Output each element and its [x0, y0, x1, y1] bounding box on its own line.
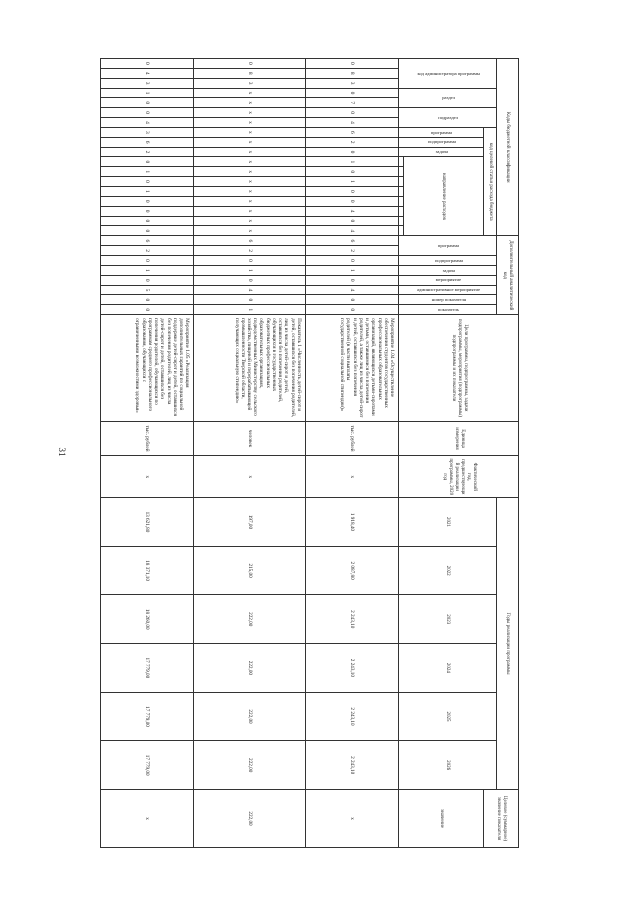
code-digit: 0	[305, 275, 398, 285]
code-digit: 1	[305, 265, 398, 275]
indicator-type-header-text: показатель	[438, 306, 460, 312]
expense-task-header-text: задача	[435, 149, 449, 155]
code-digit: х	[194, 118, 306, 128]
code-digit: 0	[305, 196, 398, 206]
code-digit: 4	[101, 118, 194, 128]
code-digit: 6	[305, 236, 398, 246]
code-digit: 0	[101, 206, 194, 216]
expense-code-header: код целевой статьи расхода бюджета	[483, 127, 496, 235]
rotated-table-container	[100, 58, 519, 848]
program-indicators-table	[100, 58, 519, 848]
row-unit: тыс. рублей	[101, 421, 194, 456]
direction-subcell	[399, 177, 404, 187]
direction-subcell	[399, 186, 404, 196]
code-digit: 0	[101, 226, 194, 236]
header-row-1	[496, 59, 518, 848]
row-year-value: 17 779,00	[101, 741, 194, 790]
admin-code-header-text: код администратора программы	[417, 70, 480, 76]
code-digit: 3	[101, 78, 194, 88]
row-year-value: 1 918,40	[305, 498, 398, 547]
code-digit: 0	[305, 167, 398, 177]
code-digit: 0	[101, 305, 194, 315]
code-digit: х	[194, 98, 306, 108]
row-name: Мероприятие 1.04 «Осуществление обеспечения студентов государственных профессиональных образовательных организаций, являющихся детьми-сиротами и детьми, оставшимися без попечения родителей, а также лиц из числа детей-сирот и детей, оставшихся без попечения родителей (в части выплаты государственной социальной стипендии)»	[305, 315, 398, 422]
row-unit: тыс. рублей	[305, 421, 398, 456]
event-sub-header	[399, 285, 497, 295]
expense-task-header	[399, 147, 483, 157]
row-final-value: х	[305, 790, 398, 848]
subprogram-header-text: подпрограмма	[427, 139, 456, 145]
table-row	[305, 59, 398, 848]
row-year-value: 222,00	[194, 644, 306, 693]
code-digit: 0	[305, 59, 398, 69]
year-header-2025: 2025	[399, 692, 497, 741]
code-digit: 0	[101, 108, 194, 118]
code-digit: 2	[194, 246, 306, 256]
row-year-value: 2 243,10	[305, 595, 398, 644]
direction-subcell	[399, 206, 404, 216]
row-year-value: 17 779,00	[101, 692, 194, 741]
analytic-subprogram-header	[399, 256, 497, 266]
code-digit: 0	[194, 59, 306, 69]
program-header-text: программа	[431, 129, 453, 135]
code-digit: 8	[305, 68, 398, 78]
code-digit: х	[194, 226, 306, 236]
table-row	[194, 59, 306, 848]
code-digit: 0	[101, 196, 194, 206]
code-digit: х	[194, 196, 306, 206]
code-digit: 0	[194, 295, 306, 305]
page-number: 31	[57, 447, 67, 457]
direction-subcell	[399, 196, 404, 206]
unit-column-header: Единица измерения	[399, 421, 519, 456]
year-header-2026: 2026	[399, 741, 497, 790]
code-digit: 1	[305, 157, 398, 167]
row-year-value: 215,00	[194, 546, 306, 595]
code-digit: 2	[305, 137, 398, 147]
row-year-value: 2 243,10	[305, 644, 398, 693]
admin-code-header	[399, 59, 497, 89]
code-digit: 0	[305, 305, 398, 315]
row-name: Показатель 1 «Численность детей-сирот и детей, оставшихся без попечения родителей, лиц из числа детей-сирот и детей, оставшихся без попечения родителей, обучающихся в государственных бюджетных профессиональных образовательных организациях, подведомственных Министерству сельского хозяйства, пищевой и перерабатывающей промышленности Тверской области, получающих социальную стипендию»	[194, 315, 306, 422]
row-year-value: 13 621,80	[101, 498, 194, 547]
row-name: Мероприятие 1.05 «Реализация дополнительных гарантий по социальной поддержке детей-сирот и детей, оставшихся без попечения родителей, лиц из числа детей-сирот и детей, оставшихся без попечения родителей, обучающихся по программам среднего профессионального образования, обучающихся с ограниченными возможностями здоровья»	[101, 315, 194, 422]
code-digit: 1	[305, 177, 398, 187]
code-digit: 0	[101, 216, 194, 226]
code-digit: 4	[305, 226, 398, 236]
section-header	[399, 88, 497, 108]
code-digit: 3	[101, 127, 194, 137]
code-digit: 0	[101, 98, 194, 108]
fact-year-column-header: Фактический год, предшествующий реализации программы, 2020 год	[399, 456, 519, 498]
final-value-header: Целевое (суммарное) значение показателя	[483, 790, 518, 848]
code-digit: 0	[305, 88, 398, 98]
subsection-header	[399, 108, 497, 128]
code-digit: х	[194, 147, 306, 157]
subsection-header-text: подраздел	[438, 114, 459, 120]
code-digit: 4	[101, 68, 194, 78]
code-digit: 6	[305, 127, 398, 137]
code-digit: х	[194, 186, 306, 196]
code-digit: 4	[305, 285, 398, 295]
row-fact-value: х	[101, 456, 194, 498]
code-digit: 7	[305, 98, 398, 108]
row-year-value: 222,00	[194, 741, 306, 790]
code-digit: х	[194, 177, 306, 187]
code-digit: х	[194, 108, 306, 118]
direction-header: направление расходов	[403, 157, 483, 236]
code-digit: х	[194, 127, 306, 137]
code-digit: 6	[101, 137, 194, 147]
row-year-value: 18 260,00	[101, 595, 194, 644]
code-digit: 0	[194, 256, 306, 266]
code-digit: х	[194, 167, 306, 177]
code-digit: 6	[101, 236, 194, 246]
event-sub-header-text: административное мероприятие	[417, 287, 481, 293]
years-group-header: Годы реализации программы	[496, 498, 518, 790]
code-digit: х	[194, 206, 306, 216]
indicator-type-header	[399, 305, 497, 315]
row-year-value: 17 779,00	[101, 644, 194, 693]
event-header	[399, 275, 497, 285]
code-digit: 0	[305, 147, 398, 157]
task-header-text: задача	[442, 267, 455, 273]
event-header-text: мероприятие	[435, 277, 462, 283]
indicator-number-header-text: номер показателя	[431, 297, 466, 303]
code-digit: 0	[305, 216, 398, 226]
code-digit: 0	[101, 177, 194, 187]
code-digit: х	[194, 88, 306, 98]
code-digit: 1	[101, 265, 194, 275]
section-header-text: раздел	[442, 95, 455, 101]
year-header-2022: 2022	[399, 546, 497, 595]
code-digit: 4	[194, 285, 306, 295]
direction-subcell	[399, 216, 404, 226]
program-header	[399, 127, 483, 137]
code-digit: 3	[305, 78, 398, 88]
code-digit: 2	[101, 147, 194, 157]
code-digit: х	[194, 216, 306, 226]
code-digit: 0	[101, 256, 194, 266]
code-digit: 0	[305, 108, 398, 118]
code-digit: 4	[305, 206, 398, 216]
budget-codes-header: Коды бюджетной классификации	[496, 59, 518, 236]
task-header	[399, 265, 497, 275]
row-fact-value: х	[194, 456, 306, 498]
code-digit: 0	[101, 157, 194, 167]
row-unit: человек	[194, 421, 306, 456]
code-digit: 1	[194, 305, 306, 315]
code-digit: 2	[305, 246, 398, 256]
code-digit: 0	[101, 59, 194, 69]
direction-subcell	[399, 226, 404, 236]
year-header-2024: 2024	[399, 644, 497, 693]
code-digit: х	[194, 157, 306, 167]
code-digit: 1	[194, 265, 306, 275]
code-digit: 0	[101, 295, 194, 305]
row-final-value: 222,00	[194, 790, 306, 848]
table-row	[101, 59, 194, 848]
analytic-program-header-text: программа	[438, 242, 460, 248]
row-year-value: 2 087,80	[305, 546, 398, 595]
code-digit: 4	[305, 118, 398, 128]
indicator-number-header	[399, 295, 497, 305]
code-digit: 0	[101, 275, 194, 285]
code-digit: 0	[305, 256, 398, 266]
code-digit: х	[194, 137, 306, 147]
final-value-label: значение	[399, 790, 483, 848]
subprogram-header	[399, 137, 483, 147]
row-year-value: 2 243,10	[305, 741, 398, 790]
row-year-value: 18 371,10	[101, 546, 194, 595]
code-digit: 6	[194, 236, 306, 246]
analytic-program-header	[399, 236, 497, 256]
analytic-code-header: Дополнительный аналитический код	[496, 236, 518, 315]
code-digit: 1	[101, 88, 194, 98]
code-digit: 3	[194, 78, 306, 88]
code-digit: 0	[305, 295, 398, 305]
row-fact-value: х	[305, 456, 398, 498]
code-digit: 0	[305, 186, 398, 196]
code-digit: 2	[101, 246, 194, 256]
code-digit: 0	[194, 275, 306, 285]
direction-subcell	[399, 167, 404, 177]
name-column-header: Цели программы, подпрограммы, задачи подпрограммы, мероприятия (подпрограммы) подпрограммы и их показатели	[399, 315, 519, 422]
code-digit: 8	[194, 68, 306, 78]
row-year-value: 2 243,10	[305, 692, 398, 741]
code-digit: 5	[101, 285, 194, 295]
code-digit: 1	[101, 186, 194, 196]
year-header-2023: 2023	[399, 595, 497, 644]
row-year-value: 222,00	[194, 595, 306, 644]
year-header-2021: 2021	[399, 498, 497, 547]
row-final-value: х	[101, 790, 194, 848]
row-year-value: 197,00	[194, 498, 306, 547]
direction-subcell	[399, 157, 404, 167]
code-digit: 1	[101, 167, 194, 177]
analytic-subprogram-header-text: подпрограмма	[434, 257, 463, 263]
row-year-value: 222,00	[194, 692, 306, 741]
